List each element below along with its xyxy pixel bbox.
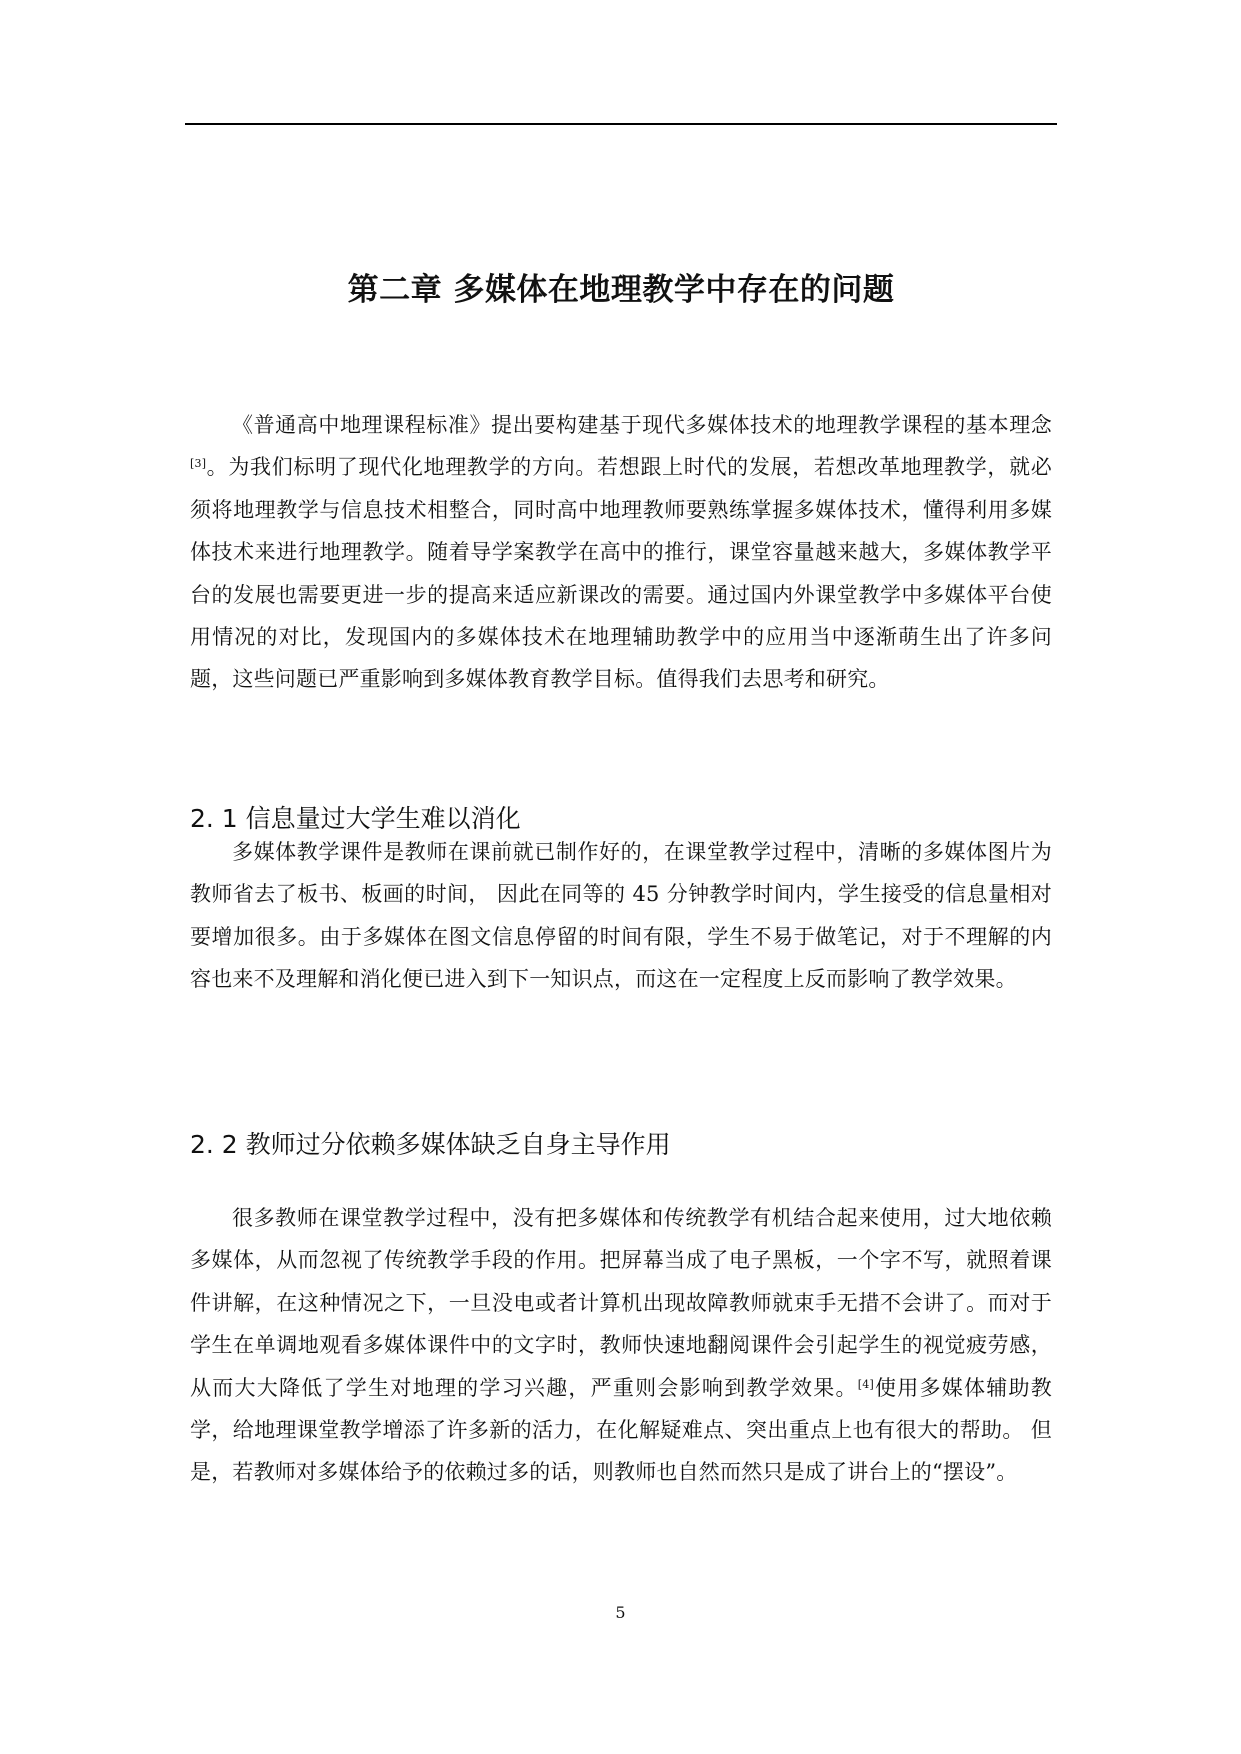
section-2-2-paragraph xyxy=(190,1197,1052,1494)
citation-ref-3: [3] xyxy=(190,457,207,471)
intro-text-part1: 《普通高中地理课程标准》提出要构建基于现代多媒体技术的地理教学课程的基本理念 xyxy=(232,413,1052,437)
intro-text-part2: 。为我们标明了现代化地理教学的方向。若想跟上时代的发展，若想改革地理教学，就必须将地理教学与信息技术相整合，同时高中地理教师要熟练掌握多媒体技术，懂得利用多媒体技术来进行地理教学。随着导学案教学在高中的推行，课堂容量越来越大，多媒体教学平台的发展也需要更进一步的提高来适应新课改的需要。通过国内外课堂教学中多媒体平台使用情况的对比，发现国内的多媒体技术在地理辅助教学中的应用当中逐渐萌生出了许多问题，这些问题已严重影响到多媒体教育教学目标。值得我们去思考和研究。 xyxy=(190,455,1052,692)
section-2-2-text-part1: 很多教师在课堂教学过程中，没有把多媒体和传统教学有机结合起来使用，过大地依赖多媒体，从而忽视了传统教学手段的作用。把屏幕当成了电子黑板，一个字不写，就照着课件讲解，在这种情况之下，一旦没电或者计算机出现故障教师就束手无措不会讲了。而对于学生在单调地观看多媒体课件中的文字时，教师快速地翻阅课件会引起学生的视觉疲劳感，从而大大降低了学生对地理的学习兴趣，严重则会影响到教学效果。 xyxy=(190,1206,1052,1400)
header-rule xyxy=(185,123,1057,125)
page-number: 5 xyxy=(615,1603,626,1622)
chapter-title: 第二章 多媒体在地理教学中存在的问题 xyxy=(347,272,895,308)
section-2-1-paragraph: 多媒体教学课件是教师在课前就已制作好的，在课堂教学过程中，清晰的多媒体图片为教师省去了板书、板画的时间， 因此在同等的 45 分钟教学时间内，学生接受的信息量相对要增加很多。由于多媒体在图文信息停留的时间有限，学生不易于做笔记，对于不理解的内容也来不及理解和消化便已进入到下一知识点，而这在一定程度上反而影响了教学效果。 xyxy=(190,840,1052,992)
section-heading-2-1: 2. 1 信息量过大学生难以消化 xyxy=(190,804,521,833)
intro-paragraph xyxy=(190,404,1052,701)
section-heading-2-2: 2. 2 教师过分依赖多媒体缺乏自身主导作用 xyxy=(190,1130,671,1159)
citation-ref-4: [4] xyxy=(857,1377,874,1391)
section-2-2-text-part2: 使用多媒体辅助教学，给地理课堂教学增添了许多新的活力，在化解疑难点、突出重点上也有很大的帮助。 但是，若教师对多媒体给予的依赖过多的话，则教师也自然而然只是成了讲台上的“摆设”。 xyxy=(190,1375,1053,1485)
